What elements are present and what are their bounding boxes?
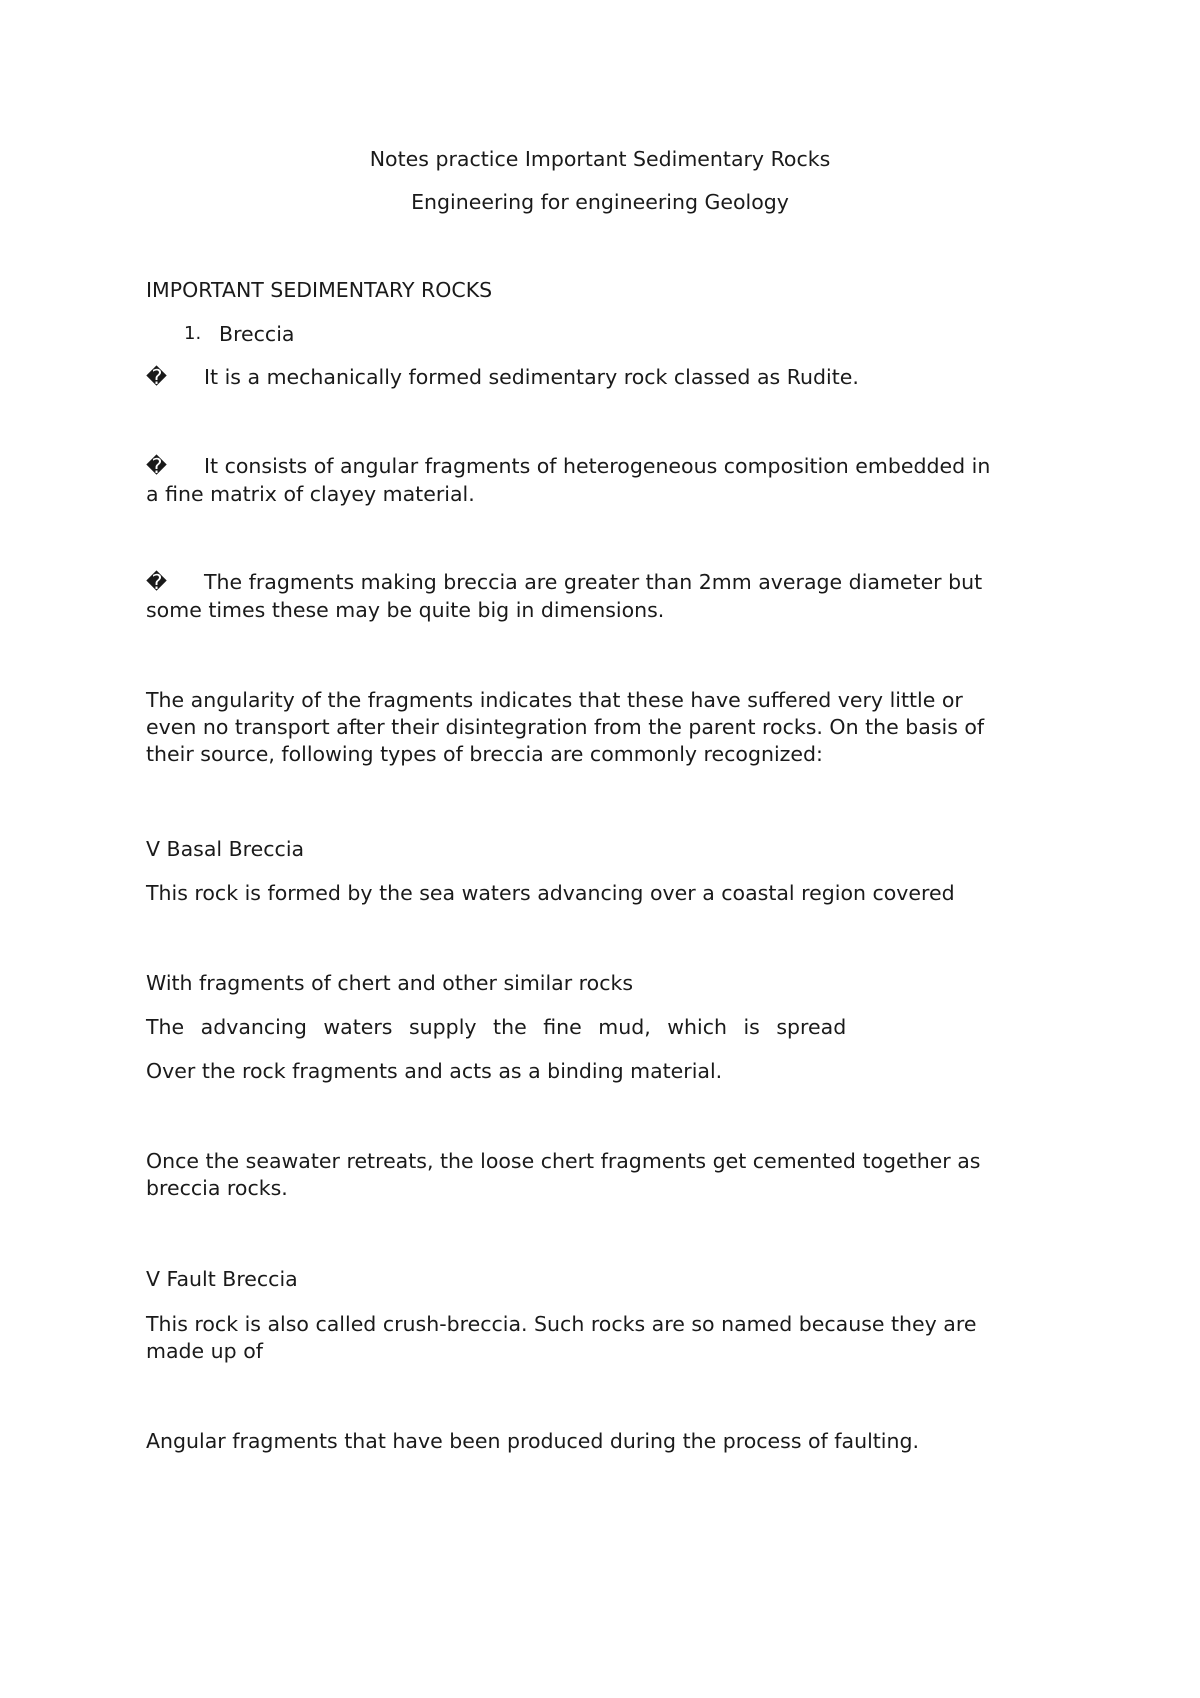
paragraph-line: even no transport after their disintegration from the parent rocks. On the basis of [146,715,985,739]
bullet-icon: � [146,570,168,594]
subsection-heading-basal: V Basal Breccia [146,837,305,861]
paragraph-line: The angularity of the fragments indicates that these have suffered very little or [146,688,963,712]
bullet-icon: � [146,365,168,389]
document-subtitle: Engineering for engineering Geology [411,190,789,214]
document-title: Notes practice Important Sedimentary Rocks [369,147,831,171]
paragraph-line: Once the seawater retreats, the loose chert fragments get cemented together as [146,1149,981,1173]
bullet-text: It is a mechanically formed sedimentary rock classed as Rudite. [204,365,859,389]
bullet-icon: � [146,454,168,478]
paragraph-line: The advancing waters supply the fine mud, which is spread [146,1015,847,1039]
bullet-text-continued: some times these may be quite big in dimensions. [146,598,665,622]
paragraph-line: With fragments of chert and other similar rocks [146,971,634,995]
bullet-text: The fragments making breccia are greater than 2mm average diameter but [204,570,983,594]
bullet-text: It consists of angular fragments of heterogeneous composition embedded in [204,454,991,478]
paragraph-line: Over the rock fragments and acts as a binding material. [146,1059,723,1083]
list-item-label: Breccia [219,322,295,346]
subsection-heading-fault: V Fault Breccia [146,1267,298,1291]
paragraph-line: This rock is also called crush-breccia. Such rocks are so named because they are [146,1312,977,1336]
paragraph-line: made up of [146,1339,263,1363]
list-item-number: 1. [184,323,202,344]
paragraph-line: breccia rocks. [146,1176,288,1200]
bullet-text-continued: a fine matrix of clayey material. [146,482,475,506]
paragraph-line: Angular fragments that have been produced during the process of faulting. [146,1429,920,1453]
section-heading: IMPORTANT SEDIMENTARY ROCKS [146,278,493,302]
paragraph-line: their source, following types of breccia are commonly recognized: [146,742,823,766]
paragraph-line: This rock is formed by the sea waters advancing over a coastal region covered [146,881,955,905]
